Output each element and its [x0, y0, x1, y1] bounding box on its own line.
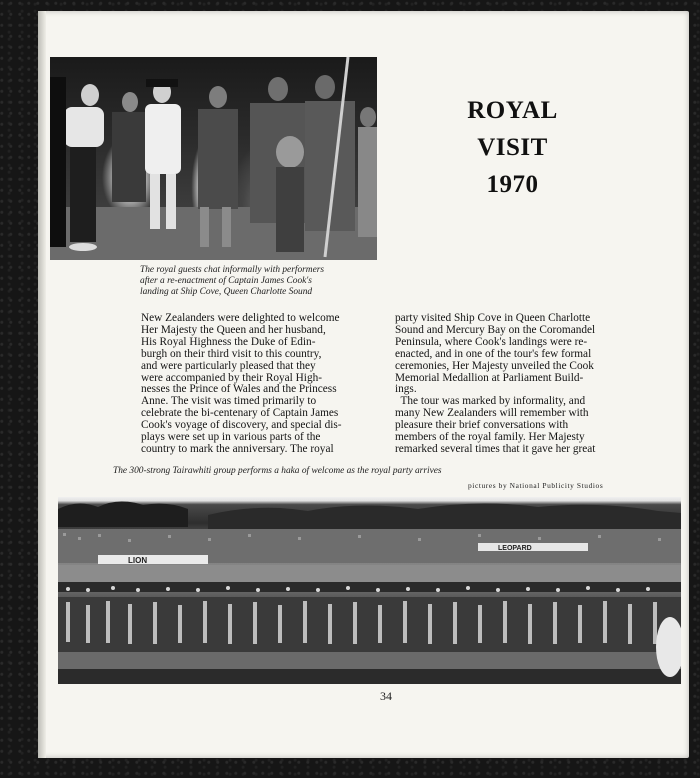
body-line: remarked several times that it gave her great	[395, 442, 596, 455]
body-line: members of the royal family. Her Majesty	[395, 431, 585, 444]
body-line: were accompanied by their Royal High-	[141, 371, 322, 384]
body-line: nesses the Prince of Wales and the Princess	[141, 383, 337, 396]
caption-line: landing at Ship Cove, Queen Charlotte Sound	[140, 287, 313, 297]
page-number: 34	[380, 689, 392, 703]
body-column-right	[395, 313, 635, 456]
caption-line: The royal guests chat informally with performers	[140, 265, 325, 275]
body-line: ings.	[395, 383, 417, 396]
body-line: ceremonies, Her Majesty unveiled the Cook	[395, 359, 594, 372]
top-photo-caption	[140, 265, 380, 298]
body-line: and were particularly pleased that they	[141, 359, 316, 372]
body-line: Her Majesty the Queen and her husband,	[141, 323, 326, 336]
body-line: Cook's voyage of discovery, and special dis-	[141, 419, 342, 432]
photo-credit: pictures by National Publicity Studios	[468, 481, 604, 490]
body-line: His Royal Highness the Duke of Edin-	[141, 335, 316, 348]
body-line: party visited Ship Cove in Queen Charlotte	[395, 312, 591, 324]
body-line: country to mark the anniversary. The royal	[141, 442, 334, 455]
body-line: The tour was marked by informality, and	[395, 395, 586, 408]
title-line: VISIT	[477, 134, 548, 161]
body-line: enacted, and in one of the tour's few formal	[395, 347, 592, 360]
page-binding-edge	[38, 11, 46, 758]
body-line: Sound and Mercury Bay on the Coromandel	[395, 323, 596, 336]
body-line: plays were set up in various parts of the	[141, 431, 321, 444]
body-line: Peninsula, where Cook's landings were re-	[395, 335, 588, 348]
haka-photo-caption: The 300-strong Tairawhiti group performs a haka of welcome as the royal party arrives	[113, 466, 442, 476]
caption-line: after a re-enactment of Captain James Cook's	[140, 276, 312, 286]
banner-leopard: LEOPARD	[498, 545, 532, 552]
body-line: Memorial Medallion at Parliament Build-	[395, 371, 584, 384]
body-line: New Zealanders were delighted to welcome	[141, 312, 340, 324]
royal-guests-photo	[50, 57, 377, 260]
body-line: celebrate the bi-centenary of Captain James	[141, 407, 339, 420]
body-line: pleasure their brief conversations with	[395, 419, 569, 432]
article-title	[440, 92, 585, 203]
title-line: ROYAL	[467, 97, 558, 124]
haka-performance-photo	[58, 497, 681, 684]
title-line: 1970	[486, 171, 539, 198]
body-line: Anne. The visit was timed primarily to	[141, 395, 317, 408]
body-line: burgh on their third visit to this country,	[141, 347, 322, 360]
body-line: many New Zealanders will remember with	[395, 407, 589, 420]
banner-lion: LION	[128, 556, 148, 565]
body-column-left	[141, 313, 381, 456]
